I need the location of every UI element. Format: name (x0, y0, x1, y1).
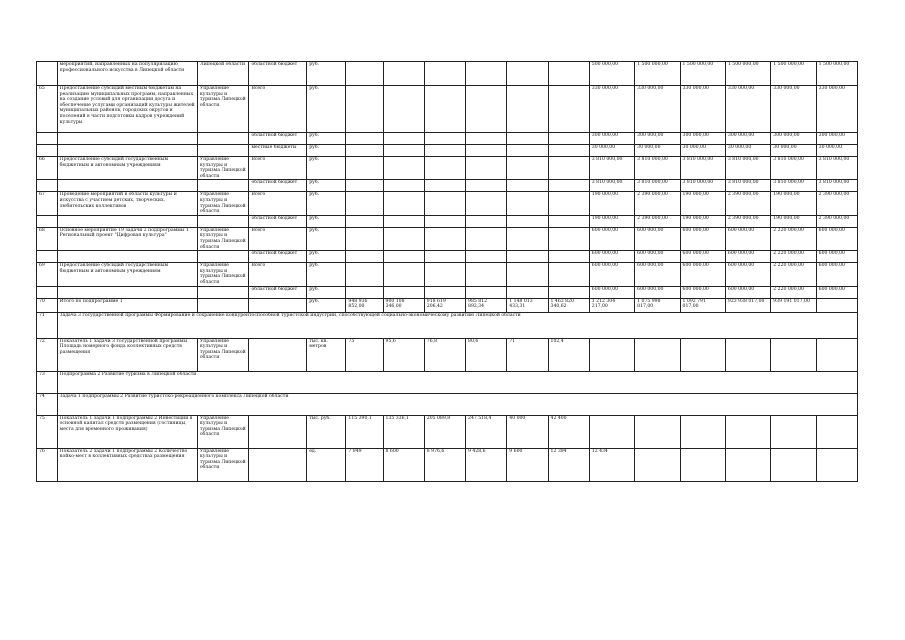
value-cell: 600 000,00 (589, 286, 634, 298)
value-cell (383, 145, 424, 157)
executor-cell (197, 180, 249, 192)
value-cell (466, 133, 507, 145)
unit-cell: руб. (307, 251, 346, 263)
row-number: 66 (37, 157, 58, 180)
section-row (37, 393, 858, 415)
value-cell: 3 810 000,00 (771, 180, 816, 192)
value-cell (507, 286, 548, 298)
executor-cell: Управление культуры и туризма Липецкой области (197, 157, 249, 180)
unit-cell: руб. (307, 157, 346, 180)
table-row (37, 180, 858, 192)
executor-cell (197, 286, 249, 298)
value-cell (548, 86, 589, 133)
value-cell (466, 192, 507, 215)
value-cell: 30 000,00 (816, 145, 857, 157)
source-cell: местные бюджеты (249, 145, 307, 157)
source-cell (249, 415, 307, 448)
executor-cell (197, 145, 249, 157)
table-row (37, 145, 858, 157)
value-cell (346, 251, 383, 263)
value-cell: 30 000,00 (771, 145, 816, 157)
value-cell (346, 227, 383, 250)
source-cell: областной бюджет (249, 215, 307, 227)
value-cell (725, 415, 770, 448)
value-cell (346, 263, 383, 286)
value-cell: 600 000,00 (725, 227, 770, 250)
budget-table (36, 61, 858, 482)
value-cell (466, 215, 507, 227)
value-cell (771, 448, 816, 481)
value-cell (725, 448, 770, 481)
value-cell: 330 000,00 (635, 86, 680, 133)
value-cell: 330 000,00 (589, 86, 634, 133)
row-description: Предоставление субсидий государственным бюджетным и автономным учреждениям (57, 263, 197, 286)
value-cell (816, 415, 857, 448)
value-cell (507, 62, 548, 86)
value-cell: 190 000,00 (771, 192, 816, 215)
value-cell: 12 434 (589, 448, 634, 481)
value-cell (424, 157, 465, 180)
value-cell (548, 192, 589, 215)
value-cell: 1 463 820 340,62 (548, 298, 589, 312)
source-cell: областной бюджет (249, 133, 307, 145)
unit-cell: руб. (307, 215, 346, 227)
row-number: 69 (37, 263, 58, 286)
value-cell: 1 500 000,00 (771, 62, 816, 86)
value-cell (346, 157, 383, 180)
source-cell (249, 448, 307, 481)
value-cell: 600 000,00 (725, 286, 770, 298)
value-cell: 30 000,00 (680, 145, 725, 157)
value-cell: 135 336,1 (383, 415, 424, 448)
value-cell (507, 215, 548, 227)
section-title: Задача 3 государственной программы Формирование и сохранение конкурентоспособной туристской индустрии, способствующей социально-экономическому развитию Липецкой области (57, 312, 857, 338)
value-cell: 1 092 791 017,00 (680, 298, 725, 312)
source-cell: Всего (249, 192, 307, 215)
value-cell (507, 157, 548, 180)
value-cell (680, 338, 725, 371)
value-cell: 330 000,00 (680, 86, 725, 133)
table-row (37, 215, 858, 227)
row-description: Показатель 1 задачи 1 подпрограммы 2 Инвестиции в основной капитал средств размещения (гостиницы, места для временного проживания) (57, 415, 197, 448)
value-cell: 600 000,00 (816, 286, 857, 298)
value-cell (383, 157, 424, 180)
value-cell (346, 145, 383, 157)
value-cell (548, 180, 589, 192)
value-cell: 1 500 000,00 (635, 62, 680, 86)
value-cell (816, 448, 857, 481)
value-cell: 948 936 852,00 (346, 298, 383, 312)
table-row (37, 62, 858, 86)
value-cell: 918 619 206,42 (424, 298, 465, 312)
unit-cell: руб. (307, 133, 346, 145)
row-number: 75 (37, 415, 58, 448)
value-cell (589, 338, 634, 371)
value-cell: 1 148 013 433,31 (507, 298, 548, 312)
value-cell: 1 500 000,00 (680, 62, 725, 86)
value-cell: 2 220 000,00 (771, 263, 816, 286)
unit-cell: ед. (307, 448, 346, 481)
row-description (57, 251, 197, 263)
value-cell (548, 145, 589, 157)
value-cell (466, 286, 507, 298)
executor-cell: Управление культуры и туризма Липецкой области (197, 227, 249, 250)
value-cell (548, 227, 589, 250)
source-cell: Всего (249, 86, 307, 133)
value-cell: 500 000,00 (589, 62, 634, 86)
source-cell (249, 338, 307, 371)
value-cell (589, 415, 634, 448)
value-cell (507, 86, 548, 133)
value-cell: 300 000,00 (680, 133, 725, 145)
value-cell (346, 286, 383, 298)
table-row (37, 157, 858, 180)
row-description: Предоставление субсидий государственным бюджетным и автономным учреждениям (57, 157, 197, 180)
executor-cell (197, 133, 249, 145)
value-cell: 8 976,6 (424, 448, 465, 481)
value-cell: 330 000,00 (725, 86, 770, 133)
value-cell (346, 86, 383, 133)
value-cell: 3 810 000,00 (725, 157, 770, 180)
value-cell: 600 000,00 (635, 263, 680, 286)
value-cell: 2 390 000,00 (725, 215, 770, 227)
row-number (37, 251, 58, 263)
value-cell: 3 810 000,00 (816, 157, 857, 180)
value-cell: 900 108 346,00 (383, 298, 424, 312)
row-description (57, 286, 197, 298)
unit-cell: руб. (307, 192, 346, 215)
row-number: 74 (37, 393, 58, 415)
row-number: 70 (37, 298, 58, 312)
row-description: Основное мероприятие 19 задачи 2 подпрограммы 1 Региональный проект "Цифровая культура" (57, 227, 197, 250)
value-cell: 300 000,00 (589, 133, 634, 145)
source-cell (249, 298, 307, 312)
value-cell: 40 000 (507, 415, 548, 448)
value-cell: 2 390 000,00 (725, 192, 770, 215)
value-cell: 600 000,00 (589, 263, 634, 286)
value-cell: 190 000,00 (589, 215, 634, 227)
value-cell (507, 251, 548, 263)
value-cell (346, 192, 383, 215)
value-cell (383, 62, 424, 86)
value-cell (383, 227, 424, 250)
row-number: 72 (37, 338, 58, 371)
value-cell: 115 390,1 (346, 415, 383, 448)
value-cell (466, 180, 507, 192)
total-row (37, 298, 858, 312)
value-cell: 600 000,00 (589, 227, 634, 250)
row-number: 73 (37, 371, 58, 393)
executor-cell: Управление культуры и туризма Липецкой области (197, 448, 249, 481)
value-cell (424, 145, 465, 157)
executor-cell: Управление культуры и туризма Липецкой области (197, 338, 249, 371)
value-cell: 1 500 000,00 (816, 62, 857, 86)
value-cell (466, 251, 507, 263)
value-cell (635, 338, 680, 371)
value-cell: 1 075 998 817,00 (635, 298, 680, 312)
section-row (37, 371, 858, 393)
source-cell: областной бюджет (249, 62, 307, 86)
table-row (37, 86, 858, 133)
unit-cell: руб. (307, 298, 346, 312)
row-number (37, 180, 58, 192)
value-cell: 3 810 000,00 (725, 180, 770, 192)
value-cell (771, 415, 816, 448)
unit-cell: тыс. руб. (307, 415, 346, 448)
value-cell: 2 390 000,00 (816, 215, 857, 227)
value-cell: 600 000,00 (680, 251, 725, 263)
value-cell (346, 215, 383, 227)
value-cell: 3 810 000,00 (680, 180, 725, 192)
value-cell: 3 810 000,00 (771, 157, 816, 180)
value-cell: 3 810 000,00 (816, 180, 857, 192)
value-cell: 1 212 304 217,00 (589, 298, 634, 312)
row-number (37, 215, 58, 227)
row-number (37, 286, 58, 298)
value-cell: 600 000,00 (725, 263, 770, 286)
value-cell (507, 192, 548, 215)
table-row (37, 415, 858, 448)
unit-cell: руб. (307, 86, 346, 133)
value-cell (680, 415, 725, 448)
value-cell: 30 000,00 (635, 145, 680, 157)
value-cell: 3 810 000,00 (680, 157, 725, 180)
unit-cell: руб. (307, 286, 346, 298)
unit-cell: руб. (307, 227, 346, 250)
value-cell: 600 000,00 (680, 263, 725, 286)
value-cell: 600 000,00 (635, 251, 680, 263)
value-cell (424, 227, 465, 250)
value-cell: 600 000,00 (816, 227, 857, 250)
value-cell: 600 000,00 (589, 251, 634, 263)
value-cell: 190 000,00 (680, 215, 725, 227)
value-cell: 205 089,8 (424, 415, 465, 448)
value-cell (424, 180, 465, 192)
value-cell: 600 000,00 (680, 286, 725, 298)
value-cell: 30 000,00 (725, 145, 770, 157)
value-cell: 2 390 000,00 (816, 192, 857, 215)
table-row (37, 263, 858, 286)
value-cell (771, 338, 816, 371)
value-cell: 600 000,00 (635, 227, 680, 250)
table-row (37, 251, 858, 263)
value-cell: 3 810 000,00 (635, 180, 680, 192)
value-cell: 939 191 017,00 (771, 298, 816, 312)
value-cell: 9 428,6 (466, 448, 507, 481)
value-cell (548, 133, 589, 145)
value-cell (816, 298, 857, 312)
value-cell (507, 145, 548, 157)
value-cell: 2 220 000,00 (771, 286, 816, 298)
value-cell (548, 251, 589, 263)
section-row (37, 312, 858, 338)
value-cell (548, 286, 589, 298)
value-cell: 2 220 000,00 (771, 227, 816, 250)
value-cell (346, 62, 383, 86)
value-cell (383, 286, 424, 298)
value-cell (424, 86, 465, 133)
section-title: Подпрограмма 2 Развитие туризма в Липецкой области (57, 371, 857, 393)
value-cell: 190 000,00 (680, 192, 725, 215)
row-description (57, 145, 197, 157)
row-description (57, 133, 197, 145)
executor-cell: Управление культуры и туризма Липецкой области (197, 263, 249, 286)
source-cell: Всего (249, 263, 307, 286)
unit-cell: руб. (307, 180, 346, 192)
value-cell (466, 263, 507, 286)
value-cell (383, 215, 424, 227)
row-number: 67 (37, 192, 58, 215)
row-description (57, 215, 197, 227)
value-cell (383, 263, 424, 286)
value-cell (424, 192, 465, 215)
value-cell (507, 180, 548, 192)
value-cell (507, 227, 548, 250)
source-cell: областной бюджет (249, 286, 307, 298)
value-cell: 80,6 (466, 338, 507, 371)
value-cell: 7 949 (346, 448, 383, 481)
section-title: Задача 1 подпрограммы 2 Развитие туристско-рекреационного комплекса Липецкой области (57, 393, 857, 415)
value-cell (424, 133, 465, 145)
value-cell (424, 62, 465, 86)
value-cell: 12 394 (548, 448, 589, 481)
source-cell: областной бюджет (249, 251, 307, 263)
value-cell: 30 000,00 (589, 145, 634, 157)
source-cell: Всего (249, 227, 307, 250)
row-description: Показатель 1 задачи 3 государственной программы Площадь номерного фонда коллективных средств размещения (57, 338, 197, 371)
value-cell: 330 000,00 (816, 86, 857, 133)
row-description: Проведение мероприятий в области культуры и искусства с участием детских, творческих, любительских коллективов (57, 192, 197, 215)
row-description: Итого по подпрограмме 1 (57, 298, 197, 312)
value-cell: 985 812 892,34 (466, 298, 507, 312)
unit-cell: тыс. кв. метров (307, 338, 346, 371)
value-cell (816, 338, 857, 371)
value-cell: 71 (507, 338, 548, 371)
row-number: 65 (37, 86, 58, 133)
executor-cell (197, 215, 249, 227)
value-cell: 600 000,00 (635, 286, 680, 298)
unit-cell: руб. (307, 62, 346, 86)
value-cell: 600 000,00 (725, 251, 770, 263)
value-cell: 2 220 000,00 (771, 251, 816, 263)
value-cell (424, 286, 465, 298)
table-row (37, 227, 858, 250)
row-description (57, 180, 197, 192)
value-cell: 42 400 (548, 415, 589, 448)
unit-cell: руб. (307, 263, 346, 286)
value-cell (635, 448, 680, 481)
value-cell (383, 180, 424, 192)
value-cell: 330 000,00 (771, 86, 816, 133)
unit-cell: руб. (307, 145, 346, 157)
value-cell (383, 251, 424, 263)
value-cell: 1 500 000,00 (725, 62, 770, 86)
row-number (37, 62, 58, 86)
value-cell (680, 448, 725, 481)
value-cell: 600 000,00 (680, 227, 725, 250)
value-cell (466, 86, 507, 133)
value-cell: 300 000,00 (635, 133, 680, 145)
value-cell (548, 62, 589, 86)
value-cell: 76,8 (424, 338, 465, 371)
value-cell (466, 62, 507, 86)
value-cell: 8 600 (383, 448, 424, 481)
value-cell: 3 810 000,00 (589, 157, 634, 180)
table-row (37, 338, 858, 371)
row-number (37, 145, 58, 157)
value-cell (346, 133, 383, 145)
source-cell: Всего (249, 157, 307, 180)
row-number: 76 (37, 448, 58, 481)
executor-cell: Управление культуры и туризма Липецкой области (197, 192, 249, 215)
value-cell (507, 263, 548, 286)
value-cell: 600 000,00 (816, 263, 857, 286)
value-cell (383, 192, 424, 215)
value-cell (383, 86, 424, 133)
value-cell: 95,6 (383, 338, 424, 371)
value-cell (466, 157, 507, 180)
table-row (37, 286, 858, 298)
value-cell: 600 000,00 (816, 251, 857, 263)
value-cell: 300 000,00 (725, 133, 770, 145)
value-cell: 247 518,4 (466, 415, 507, 448)
value-cell (383, 133, 424, 145)
executor-cell: Липецкой области (197, 62, 249, 86)
value-cell (725, 338, 770, 371)
value-cell: 2 390 000,00 (635, 192, 680, 215)
value-cell: 2 390 000,00 (635, 215, 680, 227)
executor-cell: Управление культуры и туризма Липецкой области (197, 415, 249, 448)
value-cell (424, 251, 465, 263)
value-cell (346, 180, 383, 192)
row-description: Показатель 2 задачи 1 подпрограммы 2 Количество койко-мест в коллективных средствах размещения (57, 448, 197, 481)
value-cell (466, 145, 507, 157)
table-row (37, 133, 858, 145)
value-cell (424, 263, 465, 286)
value-cell (548, 215, 589, 227)
executor-cell (197, 298, 249, 312)
table-row (37, 192, 858, 215)
executor-cell: Управление культуры и туризма Липецкой области (197, 86, 249, 133)
row-number (37, 133, 58, 145)
value-cell (466, 227, 507, 250)
value-cell: 102,4 (548, 338, 589, 371)
value-cell (635, 415, 680, 448)
value-cell: 9 600 (507, 448, 548, 481)
source-cell: областной бюджет (249, 180, 307, 192)
value-cell: 190 000,00 (589, 192, 634, 215)
value-cell: 300 000,00 (771, 133, 816, 145)
value-cell: 190 000,00 (771, 215, 816, 227)
row-number: 71 (37, 312, 58, 338)
row-number: 68 (37, 227, 58, 250)
value-cell: 300 000,00 (816, 133, 857, 145)
value-cell: 3 810 000,00 (635, 157, 680, 180)
value-cell (548, 263, 589, 286)
executor-cell (197, 251, 249, 263)
value-cell (507, 133, 548, 145)
value-cell: 3 810 000,00 (589, 180, 634, 192)
value-cell (424, 215, 465, 227)
value-cell (548, 157, 589, 180)
table-row (37, 448, 858, 481)
value-cell: 923 938 017,00 (725, 298, 770, 312)
value-cell: 75 (346, 338, 383, 371)
row-description: Предоставление субсидий местным бюджетам на реализацию муниципальных программ, направленных на создание условий для организации досуга и обеспечение услугами организаций культуры жителей муниципальных районов, городских округов и поселений в части подготовки кадров учреждений культуры (57, 86, 197, 133)
row-description: мероприятий, направленных на популяризацию профессионального искусства в Липецкой области (57, 62, 197, 86)
